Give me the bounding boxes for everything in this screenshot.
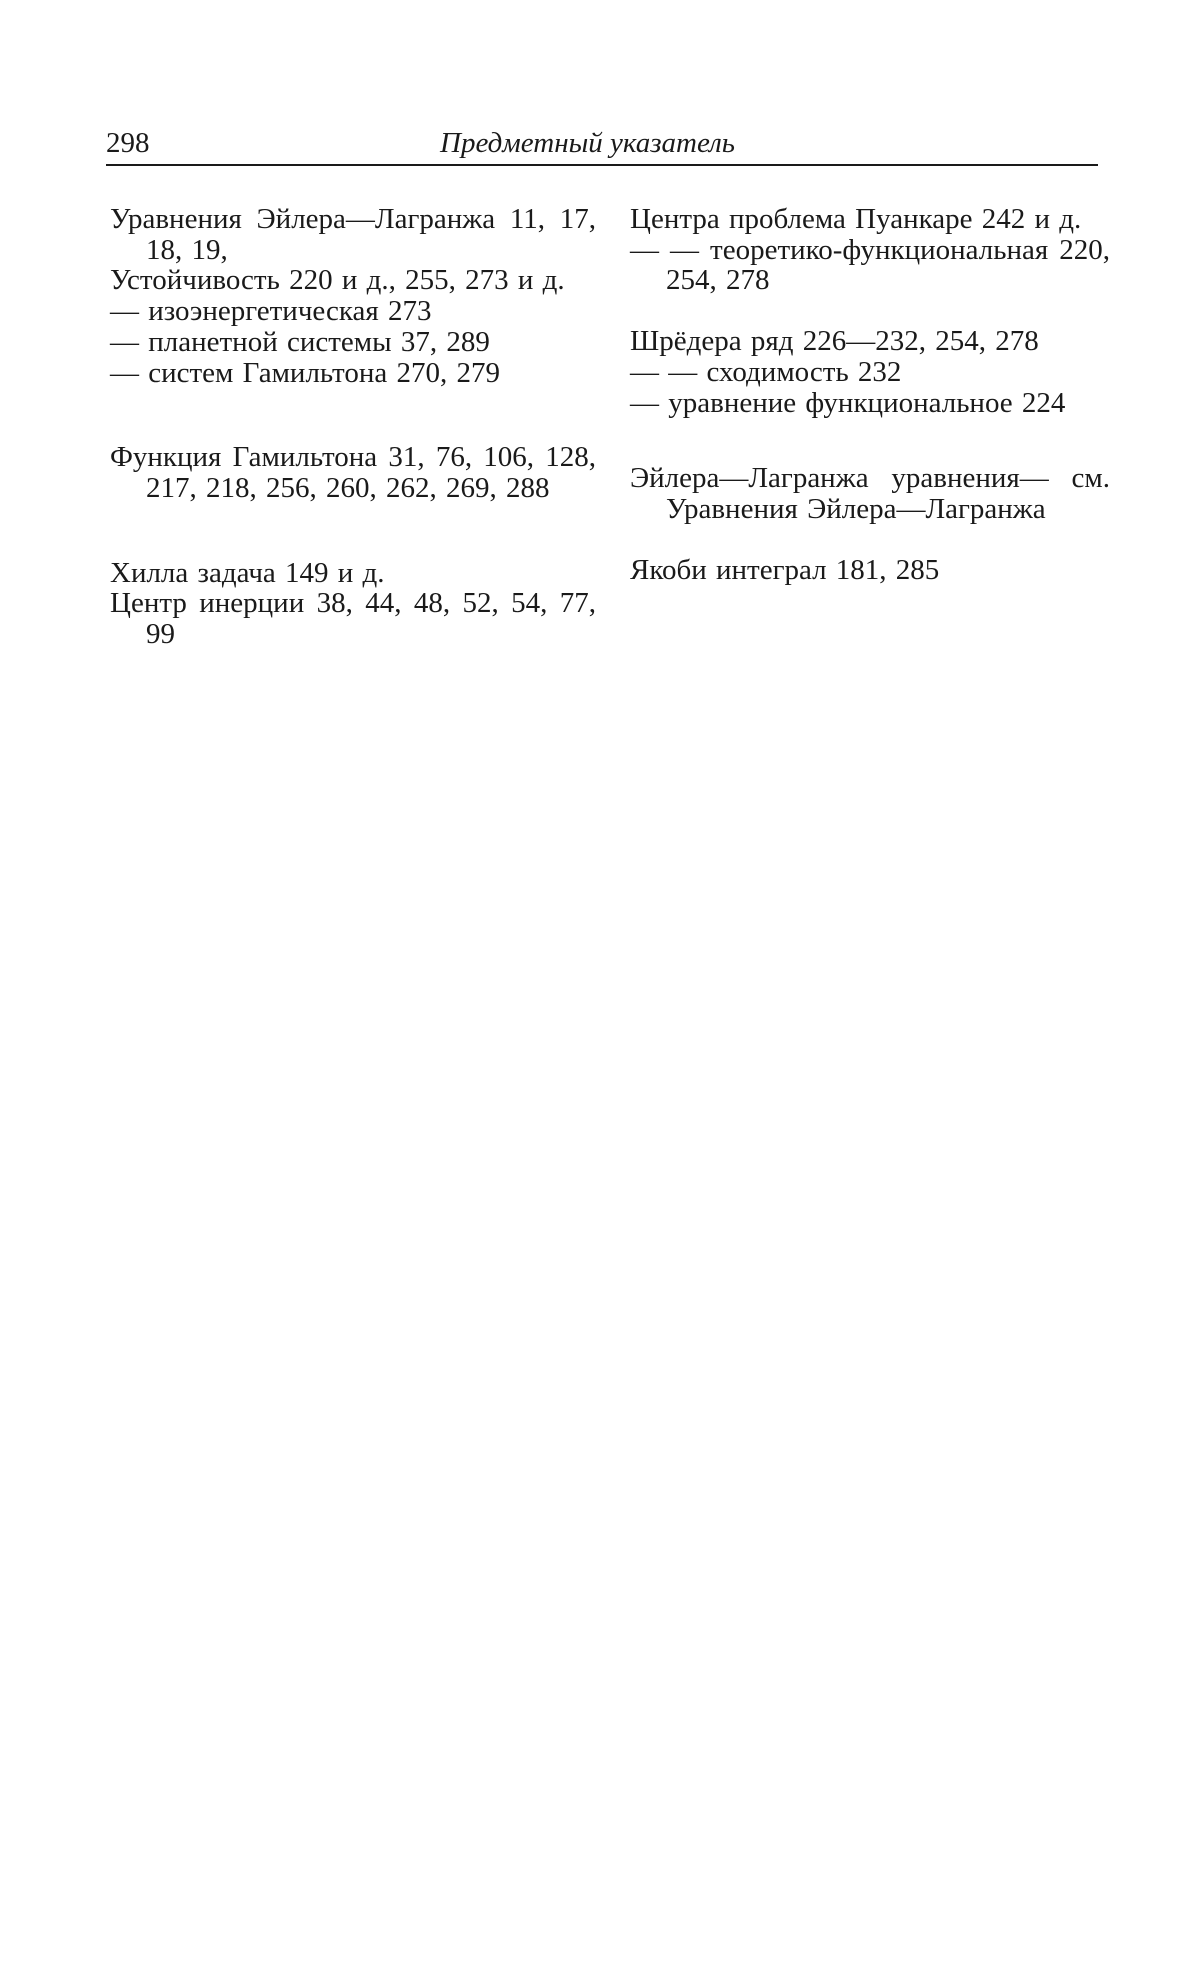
index-column-right (630, 204, 1110, 585)
index-subentry: — уравнение функциональное 224 (630, 386, 1066, 419)
group-spacer (630, 296, 1110, 326)
index-entry: Хилла задача 149 и д. (110, 556, 385, 589)
index-entry: Якоби интеграл 181, 285 (630, 553, 940, 586)
running-head-title: Предметный указатель (440, 127, 735, 159)
page-number: 298 (106, 127, 150, 159)
group-spacer (630, 525, 1110, 555)
index-entry: Уравнения Эйлера—Лагранжа 11, 17, 18, 19, (110, 203, 596, 266)
group-spacer (110, 388, 596, 442)
index-entry: Центр инерции 38, 44, 48, 52, 54, 77, 99 (110, 587, 596, 651)
index-column-left (110, 204, 596, 650)
index-entry: Устойчивость 220 и д., 255, 273 и д. (110, 264, 565, 297)
group-spacer (630, 418, 1110, 463)
index-subentry: — — теоретико-функциональная 220, 254, 278 (630, 233, 1110, 297)
index-subentry: — изоэнергетическая 273 (110, 295, 432, 328)
header-rule (106, 164, 1098, 166)
index-entry: Шрёдера ряд 226—232, 254, 278 (630, 325, 1039, 358)
index-entry: Эйлера—Лагранжа уравнения— см. Уравнения Эйлера—Лагранжа (630, 462, 1110, 525)
index-subentry: — систем Гамильтона 270, 279 (110, 356, 500, 389)
index-subentry: — планетной системы 37, 289 (110, 325, 490, 358)
group-spacer (110, 504, 596, 558)
index-entry: Функция Гамильтона 31, 76, 106, 128, 217, 218, 256, 260, 262, 269, 288 (110, 441, 596, 504)
index-entry: Центра проблема Пуанкаре 242 и д. (630, 203, 1082, 235)
index-subentry: — — сходимость 232 (630, 355, 902, 388)
